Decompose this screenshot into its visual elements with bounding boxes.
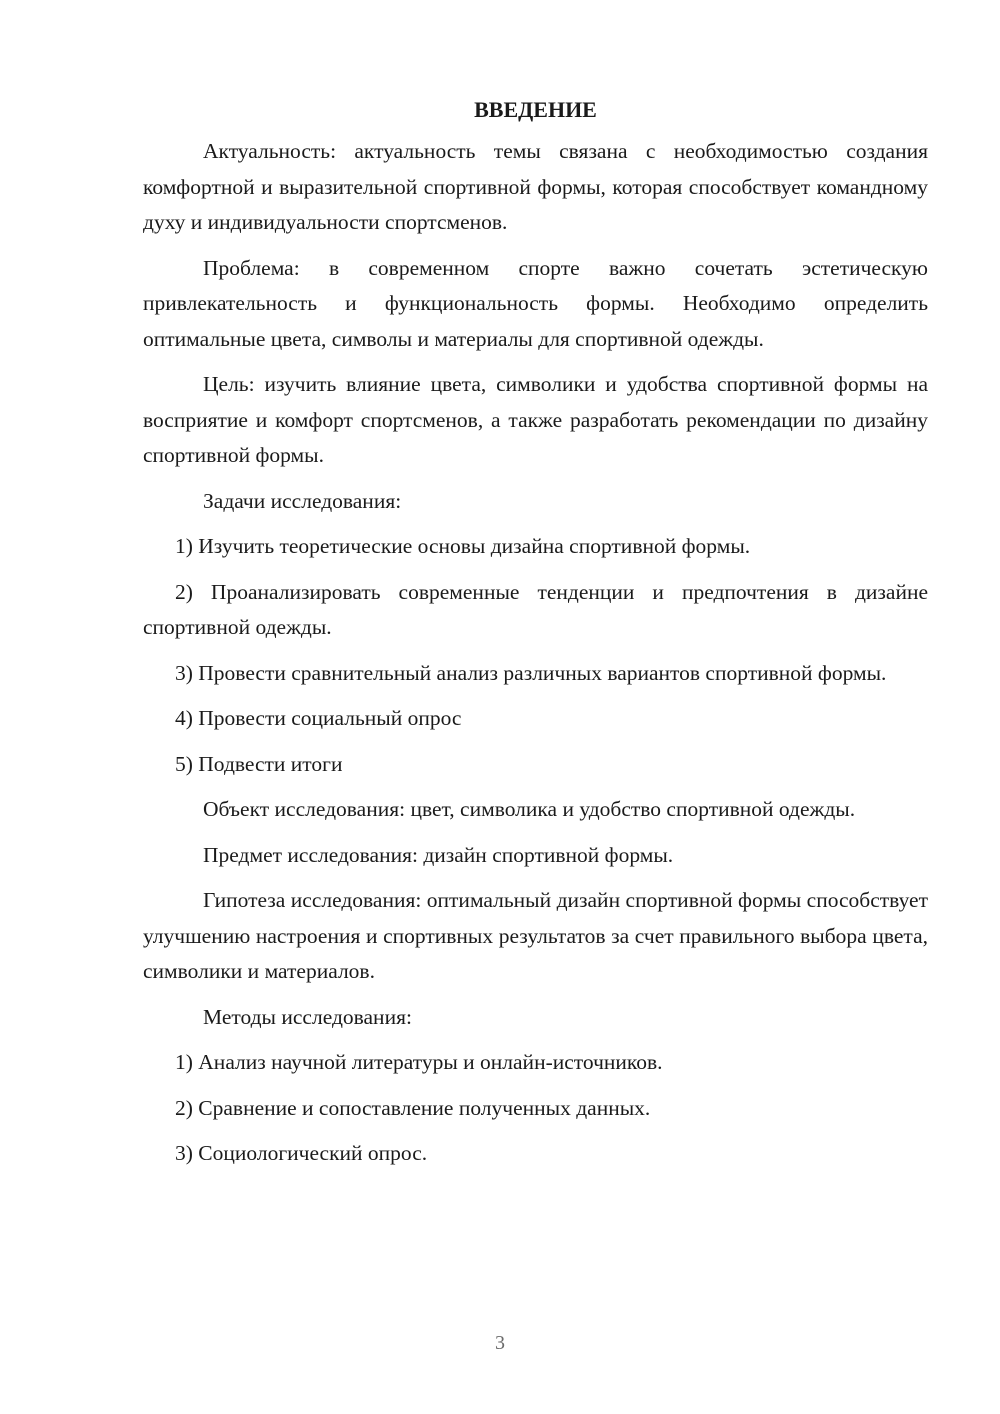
method-item-2: 2) Сравнение и сопоставление полученных данных. bbox=[175, 1095, 651, 1120]
document-page bbox=[143, 92, 928, 1182]
method-item-3: 3) Социологический опрос. bbox=[175, 1141, 428, 1165]
goal-paragraph: Цель: изучить влияние цвета, символики и удобства спортивной формы на восприятие и комфорт спортсменов, а также разработать рекомендации по дизайну спортивной формы. bbox=[143, 372, 928, 467]
task-item-1: 1) Изучить теоретические основы дизайна спортивной формы. bbox=[175, 534, 751, 558]
task-item-2: 2) Проанализировать современные тенденции и предпочтения в дизайне спортивной одежды. bbox=[143, 579, 928, 639]
object-paragraph: Объект исследования: цвет, символика и удобство спортивной одежды. bbox=[203, 797, 856, 821]
method-item-1: 1) Анализ научной литературы и онлайн-источников. bbox=[175, 1050, 663, 1074]
hypothesis-paragraph: Гипотеза исследования: оптимальный дизайн спортивной формы способствует улучшению настроения и спортивных результатов за счет правильного выбора цвета, символики и материалов. bbox=[143, 888, 928, 983]
section-title: ВВЕДЕНИЕ bbox=[474, 97, 597, 122]
page-number: 3 bbox=[495, 1332, 505, 1354]
methods-heading: Методы исследования: bbox=[203, 1004, 412, 1029]
subject-paragraph: Предмет исследования: дизайн спортивной формы. bbox=[203, 842, 674, 867]
task-item-3: 3) Провести сравнительный анализ различных вариантов спортивной формы. bbox=[175, 660, 887, 685]
relevance-paragraph: Актуальность: актуальность темы связана с необходимостью создания комфортной и выразительной спортивной формы, которая способствует командному духу и индивидуальности спортсменов. bbox=[143, 139, 928, 234]
tasks-heading: Задачи исследования: bbox=[203, 488, 402, 513]
problem-paragraph: Проблема: в современном спорте важно сочетать эстетическую привлекательность и функциональность формы. Необходимо определить оптимальные цвета, символы и материалы для спортивной одежды. bbox=[143, 255, 928, 351]
task-item-4: 4) Провести социальный опрос bbox=[175, 706, 462, 730]
task-item-5: 5) Подвести итоги bbox=[175, 751, 343, 776]
